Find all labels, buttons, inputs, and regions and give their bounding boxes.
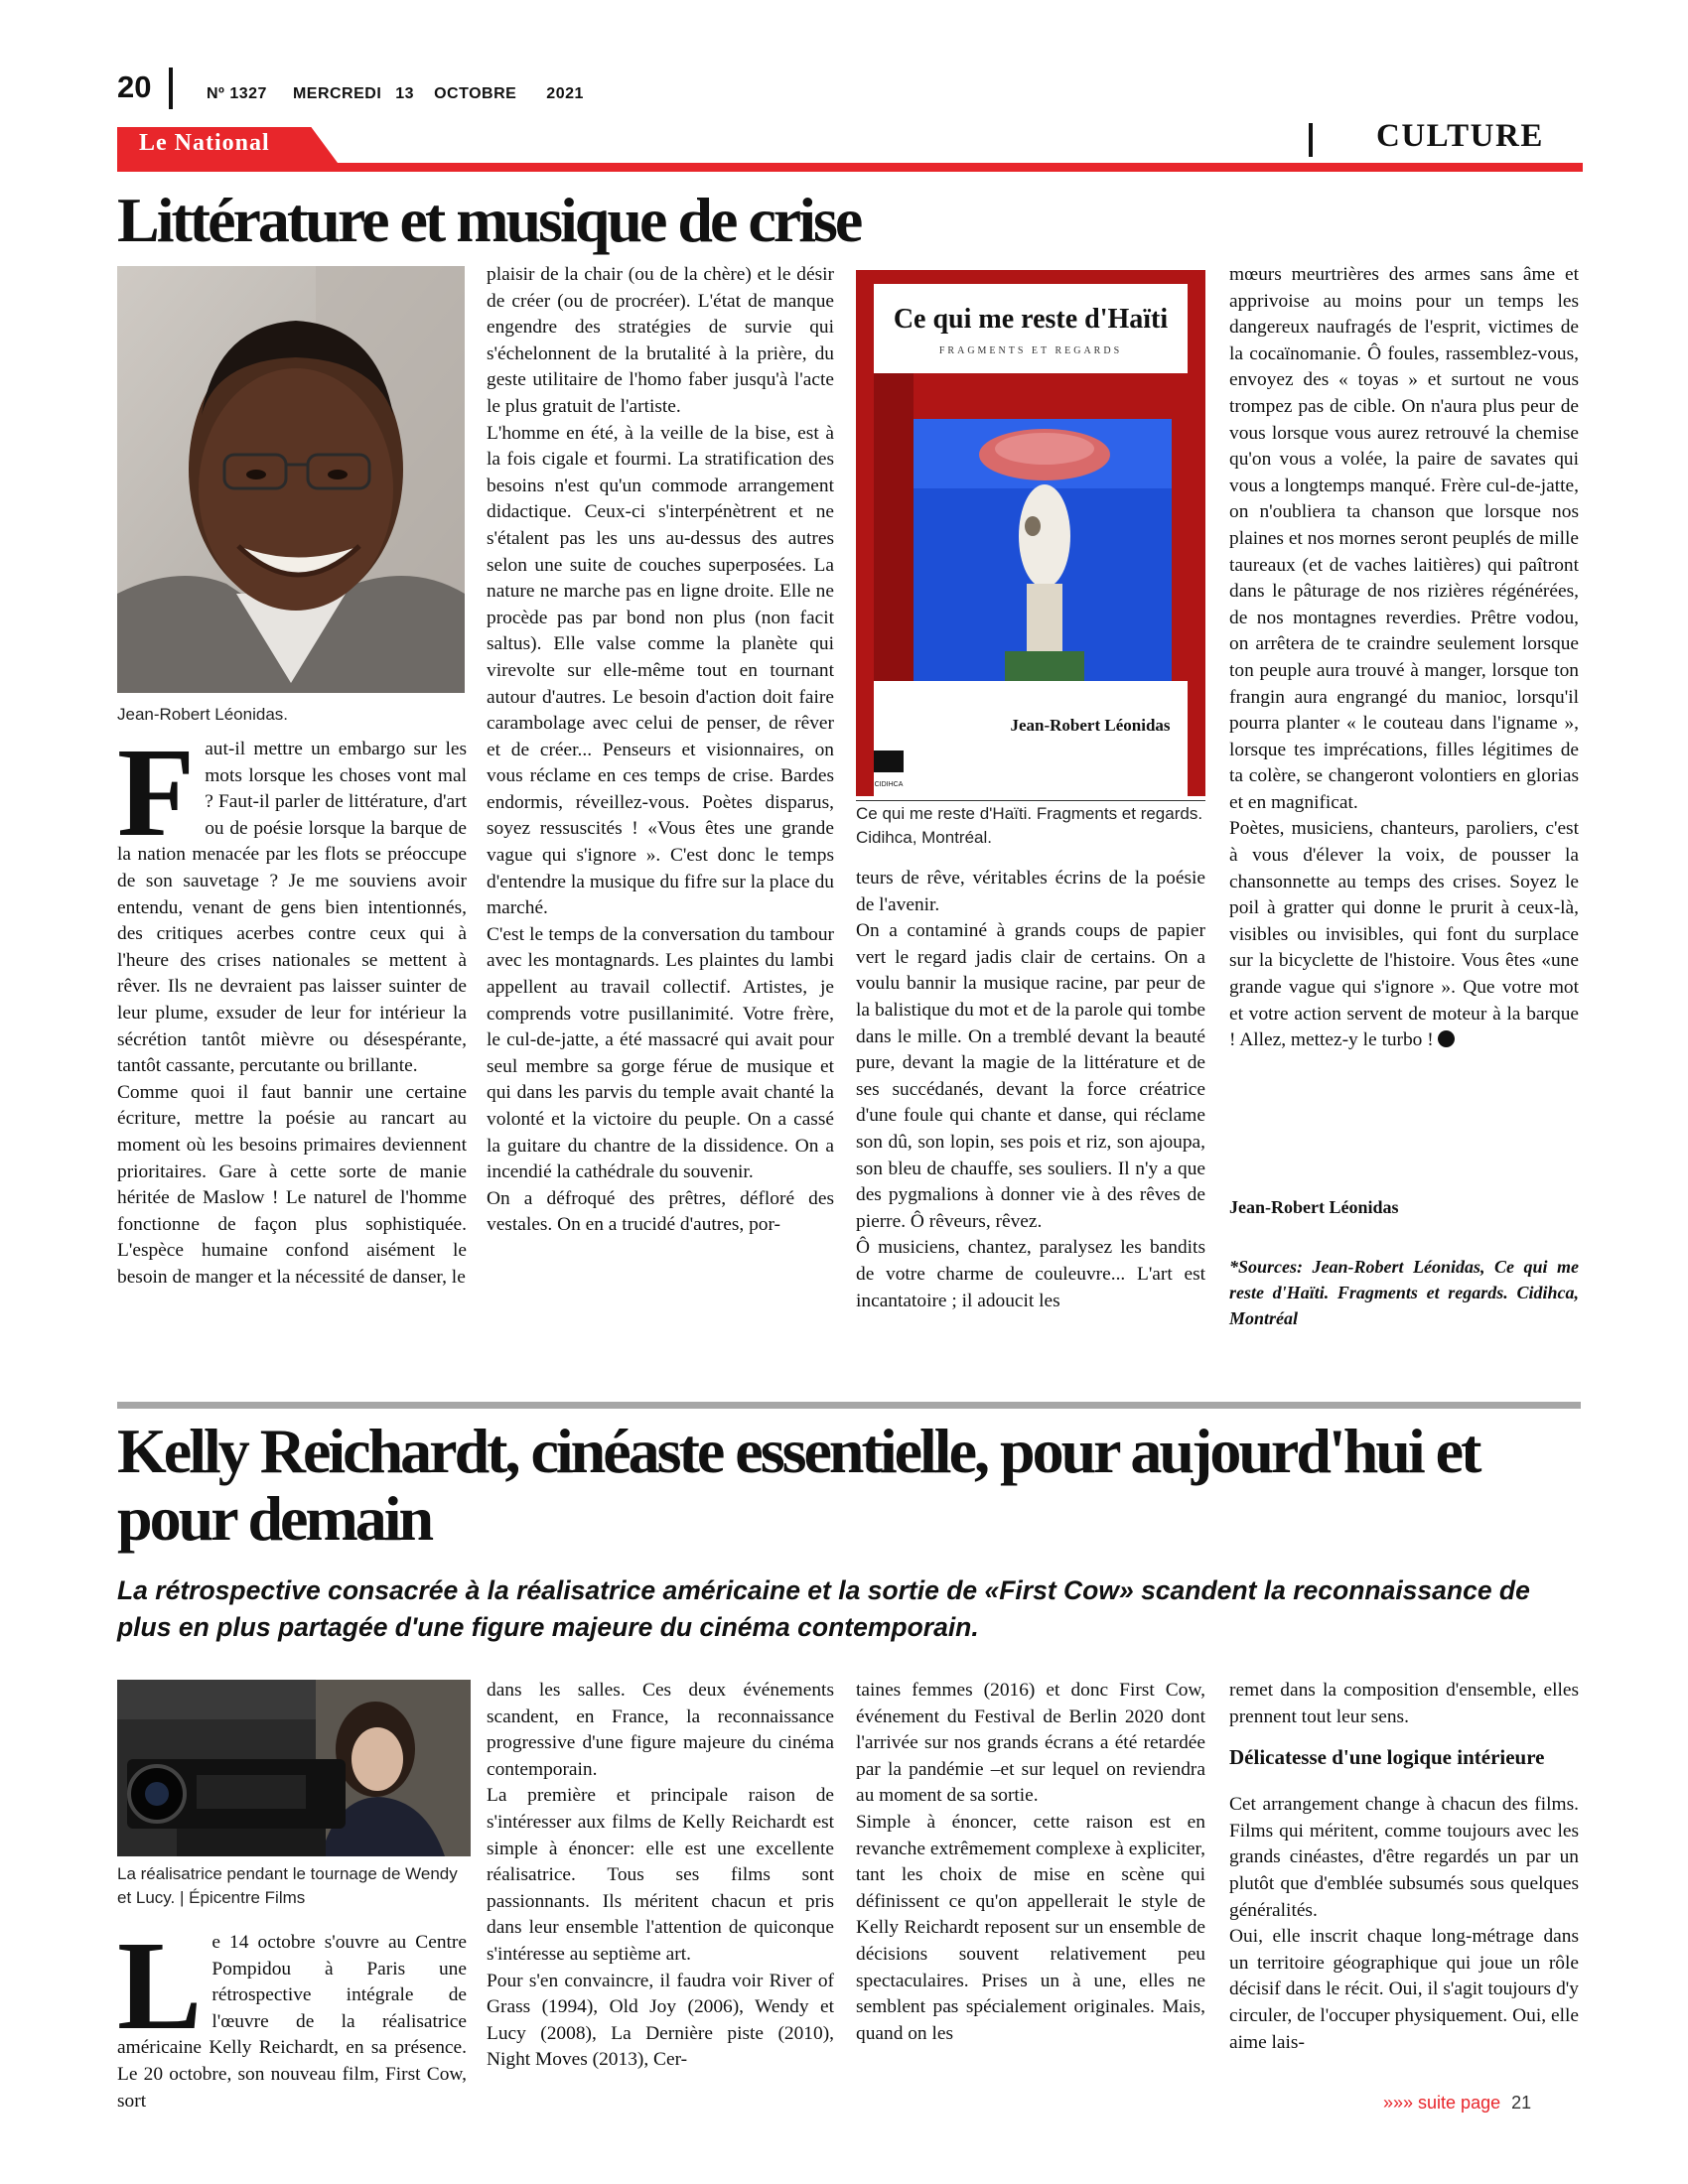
masthead-title: Le National (139, 130, 270, 156)
article1-paragraph: aut-il mettre un embargo sur les mots lorsque les choses vont mal ? Faut-il parler de littérature, d'art ou de poésie lorsque la barque de la nation menacée par les flots se préoccupe de son sauvetage ? Je me souviens avoir entendu, venant de gens bien intentionnés, des critiques acerbes contre ceux qui à l'heure des crises nationales se mettent à rêver. Ils ne devraient pas laisser suinter de leur plume, exsuder de leur for intérieur la sécrétion tantôt mièvre ou désespérante, tantôt cassante, percutante ou brillante. (117, 739, 467, 1077)
article2-column-3 (856, 1678, 1205, 2047)
issue-day: MERCREDI (292, 85, 382, 102)
article1-paragraph: On a défroqué des prêtres, défloré des vestales. On en a trucidé d'autres, por- (487, 1187, 834, 1236)
book-publisher: CIDIHCA (874, 781, 904, 788)
article2-paragraph: taines femmes (2016) et donc First Cow, événement du Festival de Berlin 2020 dont l'arrivée sur nos grands écrans a été retardée par la pandémie –et sur lequel on reviendra au moment de sa sortie. (856, 1680, 1205, 1807)
issue-date-day: 13 (395, 85, 415, 102)
article1-paragraph: mœurs meurtrières des armes sans âme et apprivoise au moins pour un temps les dangereux naufragés de l'esprit, victimes de la cocaïnomanie. Ô foules, rassemblez-vous, envoyez des « toyas » et surtout ne vous trompez pas de cible. On n'aura plus peur de vous lorsque vous aurez retrouvé la chemise qu'on vous a volée, la paire de savates qui vous a longtemps manqué. Frère cul-de-jatte, on n'oubliera ta chanson que lorsque nos plaines et nos mornes seront peuplés de mille taureaux (et de vaches laitières) qui paîtront dans le pâturage de nos rizières régénérées, de nos montagnes reverdies. Prêtre vodou, on arrêtera de te craindre seulement lorsque ton peuple aura trouvé à manger, lorsque ton frangin aura engrangé du manioc, lorsqu'il pourra planter « le couteau dans l'igname », lorsque tes imprécations, filles légitimes de ta colère, se changeront volontiers en glorias et en magnificat. (1229, 264, 1579, 813)
header-rule (117, 163, 1583, 172)
article2-paragraph: remet dans la composition d'ensemble, elles prennent tout leur sens. (1229, 1680, 1579, 1727)
issue-year: 2021 (546, 85, 584, 102)
article2-paragraph: Cet arrangement change à chacun des films. Films qui méritent, comme toujours avec les grands cinéastes, d'être regardés un par un plutôt que d'emblée subsumés sous quelques généralités. (1229, 1794, 1579, 1921)
article2-paragraph: dans les salles. Ces deux événements scandent, en France, la reconnaissance progressive d'une figure majeure du cinéma contemporain. (487, 1680, 834, 1780)
book-caption-rule (856, 800, 1205, 801)
article1-paragraph: plaisir de la chair (ou de la chère) et le désir de créer (ou de procréer). L'état de manque engendre des stratégies de survie qui s'échelonnent de la brutalité à la prière, du geste utilitaire de l'homo faber jusqu'à l'acte le plus gratuit de l'artiste. (487, 264, 834, 417)
article1-paragraph: Ô musiciens, chantez, paralysez les bandits de votre charme de couleuvre... L'art est incantatoire ; il adoucit les (856, 1237, 1205, 1311)
issue-number: Nº 1327 (207, 85, 267, 102)
article1-column-3 (856, 866, 1205, 1314)
article-divider (117, 1402, 1581, 1409)
article1-column-1 (117, 722, 467, 1291)
issue-month: OCTOBRE (434, 85, 517, 102)
article1-column-2 (487, 262, 834, 1239)
article2-paragraph: Oui, elle inscrit chaque long-métrage dans un territoire géographique qui joue un rôle décisif dans le récit. Oui, il s'agit toujours d'y circuler, de l'occuper physiquement. Oui, elle aime lais- (1229, 1926, 1579, 2053)
article1-paragraph-text: Poètes, musiciens, chanteurs, paroliers, c'est à vous d'élever la voix, de pousser la chansonnette au temps des crises. Soyez le poil à gratter qui donne le prurit à ceux-là, visibles ou invisibles, qui font du surplace sur la bicyclette de l'histoire. Vous êtes «une grande vague qui s'ignore ». Que votre mot et votre action servent de moteur à la barque ! Allez, mettez-y le turbo ! (1229, 818, 1579, 1051)
article2-column-2 (487, 1678, 834, 2074)
author-photo (117, 266, 465, 693)
article1-signature: Jean-Robert Léonidas (1229, 1197, 1399, 1217)
book-title: Ce qui me reste d'Haïti (893, 304, 1169, 335)
article2-deck: La rétrospective consacrée à la réalisatrice américaine et la sortie de «First Cow» scandent la reconnaissance de plus en plus partagée d'une figure majeure du cinéma contemporain. (117, 1575, 1530, 1642)
author-photo-caption: Jean-Robert Léonidas. (117, 705, 289, 724)
section-separator (1309, 123, 1313, 157)
end-mark-icon (1438, 1030, 1455, 1047)
book-caption: Ce qui me reste d'Haïti. Fragments et regards. Cidihca, Montréal. (856, 804, 1203, 847)
book-cover (856, 270, 1205, 796)
article2-paragraph: Simple à énoncer, cette raison est en revanche extrêmement complexe à expliciter, tant les choix de mise en scène qui définissent ce qu'on appellerait le style de Kelly Reichardt reposent sur un ensemble de décisions souvent relativement peu spectaculaires. Prises un à une, elles ne semblent pas spécialement originales. Mais, quand on les (856, 1811, 1205, 2044)
article1-paragraph: teurs de rêve, véritables écrins de la poésie de l'avenir. (856, 868, 1205, 915)
book-subtitle: FRAGMENTS ET REGARDS (938, 345, 1123, 356)
director-photo-caption: La réalisatrice pendant le tournage de Wendy et Lucy. | Épicentre Films (117, 1864, 458, 1907)
article1-headline: Littérature et musique de crise (117, 185, 861, 255)
article1-column-4 (1229, 262, 1579, 1054)
author-portrait-image (117, 266, 465, 693)
article2-column-4 (1229, 1678, 1579, 2056)
article2-paragraph: e 14 octobre s'ouvre au Centre Pompidou à Paris une rétrospective intégrale de l'œuvre de la réalisatrice américaine Kelly Reichardt, en sa présence. Le 20 octobre, son nouveau film, First Cow, sort (117, 1932, 467, 2112)
book-author: Jean-Robert Léonidas (1010, 716, 1171, 735)
continued-page-number: 21 (1511, 2093, 1532, 2113)
article2-column-1 (117, 1915, 467, 2115)
article1-dropcap: F (117, 722, 196, 863)
page-number: 20 (117, 69, 152, 104)
article2-paragraph: Pour s'en convaincre, il faudra voir River of Grass (1994), Old Joy (2006), Wendy et Lucy (2008), La Dernière piste (2010), Night Moves (2013), Cer- (487, 1970, 834, 2071)
continued-label: »»» suite page (1383, 2093, 1501, 2113)
article2-subhead: Délicatesse d'une logique intérieure (1229, 1745, 1545, 1770)
issue-line (207, 85, 610, 103)
article1-paragraph: C'est le temps de la conversation du tambour avec les montagnards. Les plaintes du lambi appellent au travail collectif. Artistes, je comprends votre pusillanimité. Votre frère, le cul-de-jatte, a été massacré qui avait pour seul membre sa gorge férue de musique et qui dans les parvis du temple avait chanté la volonté et la victoire du peuple. On a cassé la guitare du chantre de la dissidence. On a incendié la cathédrale du souvenir. (487, 923, 834, 1183)
director-photo (117, 1680, 471, 1856)
continued-link[interactable] (1383, 2093, 1531, 2114)
article2-headline: Kelly Reichardt, cinéaste essentielle, pour aujourd'hui et pour demain (117, 1416, 1479, 1554)
article1-paragraph: L'homme en été, à la veille de la bise, est à la fois cigale et fourmi. La stratification des besoins n'est qu'un commode arrangement didactique. Ceux-ci s'interpénètrent et ne s'étalent pas les uns au-dessus des autres selon une suite de couches superposées. La nature ne marche pas en ligne droite. Elle ne procède pas par bond non plus (non facit saltus). Elle valse comme la planète qui virevolte sur elle-même tout en tournant autour d'autres. Le besoin d'action doit faire carambolage avec celui de penser, de rêver et de créer... Penseurs et visionnaires, on vous réclame en ces temps de crise. Bardes endormis, réveillez-vous. Poètes disparus, soyez ressuscités ! «Vous êtes une grande vague qui s'ignore ». C'est donc le temps d'entendre la musique du fifre sur la place du marché. (487, 422, 834, 919)
article1-paragraph (1229, 816, 1579, 1053)
article1-sources: *Sources: Jean-Robert Léonidas, Ce qui me reste d'Haïti. Fragments et regards. Cidihca, Montréal (1229, 1257, 1579, 1328)
article2-paragraph: La première et principale raison de s'intéresser aux films de Kelly Reichardt est simple à énoncer: elle est une excellente réalisatrice. Tous ses films sont passionnants. Ils méritent chacun et pris dans leur ensemble l'attention de quiconque s'intéresse au septième art. (487, 1785, 834, 1965)
section-title: CULTURE (1376, 118, 1544, 154)
article1-paragraph: Comme quoi il faut bannir une certaine écriture, mettre la poésie au rancart au moment où les besoins primaires deviennent prioritaires. Gare à cette sorte de manie héritée de Maslow ! Le naturel de l'homme fonctionne de façon plus sophistiquée. L'espèce humaine confond aisément le besoin de manger et la nécessité de danser, le (117, 1081, 467, 1288)
article2-dropcap: L (117, 1915, 203, 2056)
article1-paragraph: On a contaminé à grands coups de papier vert le regard jadis clair de certains. On a voulu bannir la musique racine, par peur de la balistique du mot et de la parole qui tombe dans le mille. On a tremblé devant la beauté pure, devant la magie de la littérature et de ses succédanés, devant la force créatrice d'une foule qui chante et danse, qui réclame son dû, son lopin, ses pois et riz, son ajoupa, son bleu de chauffe, ses souliers. Il n'y a que des pygmalions à donner vie à des rêves de pierre. Ô rêveurs, rêvez. (856, 920, 1205, 1232)
director-filming-image (117, 1680, 471, 1856)
header-separator (169, 68, 173, 109)
book-cover-image (856, 270, 1205, 796)
